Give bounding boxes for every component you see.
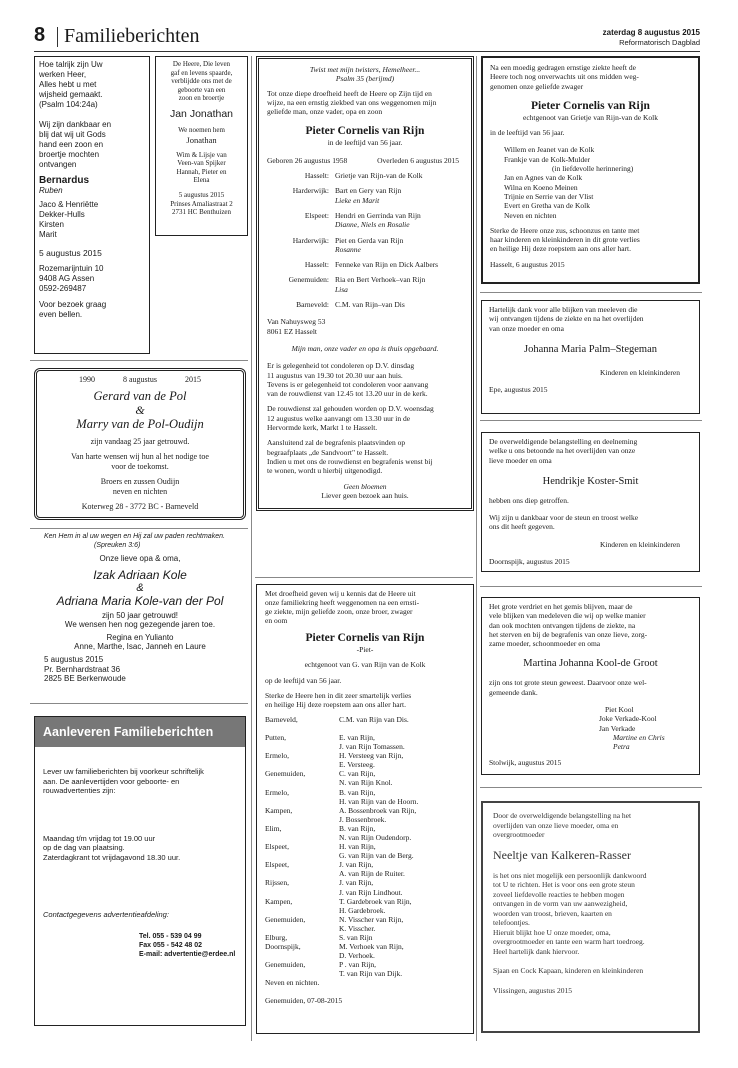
kole-address: 5 augustus 2015 Pr. Bernhardstraat 36 2825 BE Berkenwoude [44,654,126,684]
submission-p1: Lever uw familieberichten bij voorkeur schriftelijk aan. De aanlevertijden voor geboorte- en rouwadvertenties zijn: [43,767,204,795]
depol-dates: 1990 8 augustus 2015 [79,375,201,384]
depol-line2: Van harte wensen wij hun al het nodige toe voor de toekomst. [71,452,209,471]
pieter3-date: Hasselt, 6 augustus 2015 [490,259,565,269]
birth-notice-jonathan [155,56,248,236]
row-divider-right-4 [480,787,702,788]
thanks-notice-kalkeren [481,801,700,1033]
anniversary-depol [34,368,246,520]
pieter2-cousins: Neven en nichten. [265,978,320,988]
pieter3-text: Sterke de Heere onze zus, schoonzus en tante met haar kinderen en kleinkinderen in dit grote verlies en heilige Hij deze roepstem aan ons aller hart. [490,225,640,254]
pieter3-intro: Na een moedig gedragen ernstige ziekte heeft de Heere toch nog onverwachts uit ons midden weg- genomen onze geliefde zwager [490,63,639,91]
bernardus-verse: Hoe talrijk zijn Uw werken Heer, Alles hebt u met wijsheid gemaakt. (Psalm 104:24a) Wij zijn dankbaar en blij dat wij uit Gods hand een zoon en broertje mochten ontvangen [39,60,112,169]
kool-text: zijn ons tot grote steun geweest. Daarvoor onze wel- gemeende dank. [489,678,647,697]
submission-info [34,716,246,1026]
header-divider [57,27,58,47]
row-divider-right-2 [480,420,702,421]
kool-date: Stolwijk, augustus 2015 [489,757,562,767]
koster-intro: De overweldigende belangstelling en deelneming welke u ons betoonde na het overlijden van onze lieve moeder en oma [489,437,638,465]
page-number: 8 [34,24,46,46]
koster-date: Doornspijk, augustus 2015 [489,557,570,567]
kalkeren-text: is het ons niet mogelijk een persoonlijk dankwoord tot U te richten. Het is voor ons een grote steun zoveel liefdevolle reacties te hebben mogen ontvangen in de vorm van uw aanwezigheid, woorden van troost, brieven, kaarten en telefoontjes. Hieruit blijkt hoe U onze moeder, oma, overgrootmoeder en tante een warm hart toedroeg. Heel hartelijk dank hiervoor. [493,870,647,956]
pieter3-name: Pieter Cornelis van Rijn [531,99,650,112]
jonathan-call: We noemen hem Jonathan [178,125,225,145]
row-divider-right-3 [480,586,702,587]
row-divider-left-2 [30,528,248,529]
kalkeren-name: Neeltje van Kalkeren-Rasser [493,847,631,862]
depol-family: Broers en zussen Oudijn neven en nichten [100,477,180,496]
koster-name: Hendrikje Koster-Smit [542,475,639,487]
pieter1-service: De rouwdienst zal gehouden worden op D.V. woensdag 12 augustus welke aanvangt om 13.30 uur in de Hervormde kerk, Markt 1 te Hasselt. [267,404,434,433]
kool-intro: Het grote verdriet en het gemis blijven, maar de vele blijken van medeleven die wij op welke manier dan ook mochten ontvangen tijdens de ziekte, na het sterven en bij de begrafenis van onze lieve, zorg- zame moeder, schoonmoeder en oma [489,602,648,649]
header-rule [34,51,700,52]
kalkeren-date: Vlissingen, augustus 2015 [493,985,572,995]
submission-contact-label: Contactgegevens advertentieafdeling: [43,910,169,919]
death-notice-pieter-inlaws [481,56,700,284]
thanks-notice-palm [481,300,700,414]
kalkeren-intro: Door de overweldigende belangstelling na het overlijden van onze lieve moeder, oma en overgrootmoeder [493,811,632,839]
jonathan-intro: De Heere, Die leven gaf en levens spaarde, verblijdde ons met de geboorte van een zoon en broertje [170,60,233,103]
pieter1-quote: Mijn man, onze vader en opa is thuis opgebaard. [291,343,439,353]
pieter2-text: Sterke de Heere hen in dit zeer smartelijk verlies en heilige Hij deze roepstem aan ons aller hart. [265,690,412,709]
column-divider-2 [476,56,477,1041]
pieter1-burial: Aansluitend zal de begrafenis plaatsvinden op begraafplaats „de Sandvoort" te Hasselt. Indien u met ons de rouwdienst en begrafenis wenst bij te wonen, wordt u hierbij uitgenodigd. [267,438,433,476]
kool-family: Piet Kool Joke Verkade-Kool Jan Verkade Martine en Chris Petra [599,705,665,752]
kole-line1: zijn 50 jaar getrouwd! We wensen hen nog gezegende jaren toe. [64,610,216,630]
pieter1-dates: Geboren 26 augustus 1958 Overleden 6 augustus 2015 [267,155,459,165]
row-divider-mid-1 [255,577,473,578]
depol-name2: Marry van de Pol-Oudijn [76,417,204,431]
jonathan-name: Jan Jonathan [169,107,234,120]
anniversary-kole [34,533,246,698]
bernardus-visit: Voor bezoek graag even bellen. [39,300,107,319]
pieter1-flowers: Geen bloemen Liever geen bezoek aan huis. [321,481,409,500]
row-divider-left-3 [30,703,248,704]
kole-intro: Onze lieve opa & oma, [99,554,181,563]
row-divider-right-1 [480,292,702,293]
pieter1-intro: Tot onze diepe droefheid heeft de Heere op Zijn tijd en wijze, na een ernstig ziekbed van ons weggenomen mijn geliefde man, onze vader, opa en zoon [267,88,437,117]
pieter2-intro: Met droefheid geven wij u kennis dat de Heere uit onze familiekring heeft weggenomen na een ernsti- ge ziekte, mijn geliefde zoon, onze broer, zwager en oom [265,589,420,626]
depol-address: Koterweg 28 - 3772 BC - Barneveld [81,502,199,511]
thanks-notice-kool [481,597,700,775]
koster-line: hebben ons diep getroffen. [489,495,569,505]
pieter2-date: Genemuiden, 07-08-2015 [265,995,343,1005]
pieter1-name: Pieter Cornelis van Rijn [305,125,425,138]
pieter3-spouse: echtgenoot van Grietje van Rijn-van de Kolk [523,112,658,122]
kole-amp: & [136,581,144,594]
bernardus-family: Jaco & Henriëtte Dekker-Hulls Kirsten Marit [39,200,99,239]
koster-text: Wij zijn u dankbaar voor de steun en troost welke ons dit heeft gegeven. [489,513,639,532]
birth-notice-bernardus [34,56,150,354]
pieter2-spouse: echtgenoot van G. van Rijn van de Kolk [304,660,426,670]
depol-name1: Gerard van de Pol [93,389,187,403]
pieter1-age: in de leeftijd van 56 jaar. [327,138,403,148]
submission-title: Aanleveren Familieberichten [35,717,245,747]
pieter2-name: Pieter Cornelis van Rijn [305,632,425,645]
palm-family: Kinderen en kleinkinderen [600,367,680,377]
pieter2-family: Barneveld, C.M. van Rijn van Dis. Putten, E. van Rijn, J. van Rijn Tomassen. Ermelo, H. Versteeg van Rijn, E. Versteeg. Genemuiden, C. van Rijn, N. van Rijn Knol. Ermelo, B. van Rijn, H. van Rijn van de Hoorn. Kampen, A. Bossenbroek van Rijn, J. Bossenbroek. Elim, B. van Rijn, N. van Rijn Oudendorp. Elspeet, H. van Rijn, G. van Rijn van de Berg. Elspeet, J. van Rijn, A. van Rijn de Ruiter. Rijssen, J. van Rijn, J. van Rijn Lindhout. Kampen, T. Gardebroek van Rijn, H. Gardebroek. Genemuiden, N. Visscher van Rijn, K. Visscher. Elburg, S. van Rijn Doornspijk, M. Verhoek van Rijn, D. Verhoek. Genemuiden, P . van Rijn, T. van Rijn van Dijk. [265,714,419,979]
pieter1-condolence: Er is gelegenheid tot condoleren op D.V. dinsdag 11 augustus van 19.30 tot 20.30 uur aan huis. Tevens is er gelegenheid tot condoleren voor aanvang van de rouwdienst van 12.45 tot 13.20 uur in de kerk. [267,361,429,399]
submission-contact: Tel. 055 - 539 04 99 Fax 055 - 542 48 02 E-mail: advertentie@erdee.nl [35,920,245,959]
pieter3-age: in de leeftijd van 56 jaar. [490,128,565,138]
pieter2-age: op de leeftijd van 56 jaar. [265,675,342,685]
palm-name: Johanna Maria Palm–Stegeman [524,343,657,355]
kool-name: Martina Johanna Kool-de Groot [523,658,658,670]
palm-date: Epe, augustus 2015 [489,385,548,395]
header-date: zaterdag 8 augustus 2015 [602,28,700,37]
section-title: Familieberichten [64,25,200,47]
bernardus-address: Rozemarijntuin 10 9408 AG Assen 0592-269487 [39,264,104,293]
depol-line1: zijn vandaag 25 jaar getrouwd. [90,437,190,446]
depol-amp: & [135,403,145,417]
kalkeren-family: Sjaan en Cock Kapaan, kinderen en kleinkinderen [493,966,644,975]
submission-p2: Maandag t/m vrijdag tot 19.00 uur op de dag van plaatsing. Zaterdagkrant tot vrijdagavond 18.30 uur. [43,833,181,862]
header-paper: Reformatorisch Dagblad [619,38,700,47]
pieter2-nick: -Piet- [356,645,374,655]
palm-intro: Hartelijk dank voor alle blijken van meeleven die wij ontvangen tijdens de ziekte en na het overlijden van onze moeder en oma [489,305,644,333]
pieter1-family: Hasselt: Grietje van Rijn-van de Kolk Harderwijk: Bart en Gery van Rijn Lieke en Marit Elspeet: Hendri en Gerrinda van Rijn Dianne, Niels en Rosalie Harderwijk: Piet en Gerda van Rijn Rosanne Hasselt: Fenneke van Rijn en Dick Aalbers Genemuiden: Ria en Bert Verhoek–van Rijn Lisa Barneveld: C.M. van Rijn–van Dis [288,171,439,310]
bernardus-name: Bernardus [39,175,90,186]
death-notice-pieter-main [256,56,474,511]
bernardus-given: Ruben [39,186,63,195]
row-divider-left-1 [30,360,248,361]
jonathan-family: Wim & Lijsje van Veen-van Spijker Hannah, Pieter en Elena [176,150,227,185]
jonathan-address: Prinses Amaliastraat 2 2731 HC Benthuizen [170,199,233,217]
kole-family: Regina en Yulianto Anne, Marthe, Isac, Janneh en Laure [74,632,206,652]
kole-name1: Izak Adriaan Kole [93,567,187,582]
kole-verse: Ken Hem in al uw wegen en Hij zal uw paden rechtmaken. (Spreuken 3:6) [44,533,225,549]
pieter1-verse: Twist met mijn twisters, Hemelheer... Psalm 35 (berijmd) [309,65,421,84]
kole-name2: Adriana Maria Kole-van der Pol [56,593,224,608]
pieter3-family: Willem en Jeanet van de Kolk Frankje van de Kolk-Mulder (in liefdevolle herinnering) Jan en Agnes van de Kolk Wilna en Koeno Meinen Trijnie en Serrie van der Vlist Evert en Gretha van de Kolk Neven en nichten [504,145,634,220]
thanks-notice-koster [481,432,700,572]
death-notice-pieter-family [256,584,474,1034]
koster-family: Kinderen en kleinkinderen [600,539,680,549]
jonathan-date: 5 augustus 2015 [178,190,225,199]
submission-email-link[interactable]: E-mail: advertentie@erdee.nl [139,950,236,958]
bernardus-date: 5 augustus 2015 [39,248,102,258]
pieter1-address: Van Nahuysweg 53 8061 EZ Hasselt [267,317,326,336]
